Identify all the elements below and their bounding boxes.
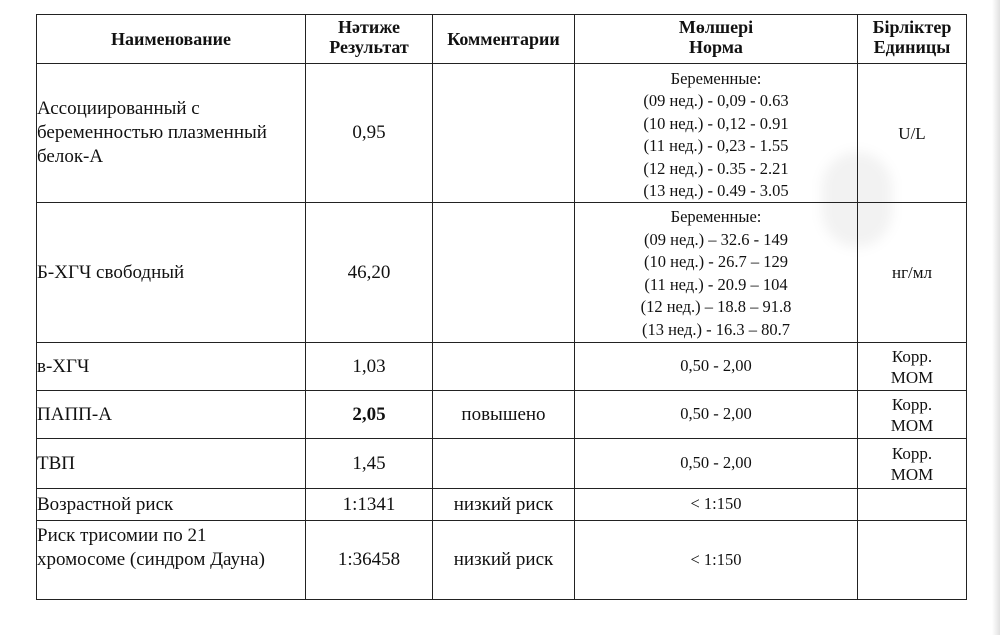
row-unit — [858, 521, 967, 600]
row-result: 1:36458 — [306, 521, 433, 600]
row-result: 46,20 — [306, 203, 433, 343]
row-norm: < 1:150 — [575, 489, 858, 521]
row-norm: 0,50 - 2,00 — [575, 391, 858, 439]
row-unit: U/L — [858, 64, 967, 203]
row-unit — [858, 391, 967, 439]
row-unit — [858, 343, 967, 391]
header-result — [306, 15, 433, 64]
norm-line: (13 нед.) - 0.49 - 3.05 — [643, 181, 789, 200]
row-norm — [575, 64, 858, 203]
row-norm: 0,50 - 2,00 — [575, 439, 858, 489]
unit-line-1: Корр. — [891, 443, 933, 463]
norm-title: Беременные: — [670, 68, 762, 88]
row-name — [37, 521, 306, 600]
header-result-ru: Результат — [329, 37, 409, 57]
row-result: 1,03 — [306, 343, 433, 391]
header-units-ru: Единицы — [873, 37, 951, 57]
page-edge-shadow — [992, 0, 1000, 635]
table-row — [37, 521, 967, 600]
header-comments — [433, 15, 575, 64]
row-name: Ассоциированный с беременностью плазменный белок-А — [37, 64, 306, 203]
header-norm-kz: Мөлшері — [678, 17, 754, 37]
row-result: 1,45 — [306, 439, 433, 489]
row-norm: < 1:150 — [575, 521, 858, 600]
row-comment — [433, 64, 575, 203]
table-row — [37, 489, 967, 521]
header-units — [858, 15, 967, 64]
unit-line-1: Корр. — [891, 346, 933, 366]
norm-line: (13 нед.) - 16.3 – 80.7 — [641, 319, 791, 339]
header-comments-label: Комментарии — [447, 29, 560, 49]
norm-line: (10 нед.) - 26.7 – 129 — [644, 252, 788, 271]
row-unit: нг/мл — [858, 203, 967, 343]
table-row — [37, 203, 967, 343]
table-row — [37, 343, 967, 391]
header-name-label: Наименование — [111, 29, 231, 49]
table-row — [37, 391, 967, 439]
row-result: 1:1341 — [306, 489, 433, 521]
row-comment — [433, 343, 575, 391]
header-norm — [575, 15, 858, 64]
row-norm — [575, 203, 858, 343]
row-comment — [433, 439, 575, 489]
norm-line: (12 нед.) - 0.35 - 2.21 — [643, 158, 789, 178]
row-name: ПАПП-А — [37, 391, 306, 439]
row-norm: 0,50 - 2,00 — [575, 343, 858, 391]
row-unit — [858, 489, 967, 521]
norm-line: (10 нед.) - 0,12 - 0.91 — [643, 113, 789, 133]
norm-line: (09 нед.) - 0,09 - 0.63 — [643, 91, 789, 110]
row-comment: повышено — [433, 391, 575, 439]
row-name-text: Риск трисомии по 21 хромосоме (синдром Дауна) — [37, 525, 265, 570]
row-name: ТВП — [37, 439, 306, 489]
row-name: Возрастной риск — [37, 489, 306, 521]
row-unit — [858, 439, 967, 489]
header-result-kz: Нәтиже — [337, 17, 400, 37]
norm-line: (12 нед.) – 18.8 – 91.8 — [640, 297, 792, 316]
row-result: 2,05 — [306, 391, 433, 439]
norm-line: (11 нед.) - 20.9 – 104 — [644, 274, 788, 294]
norm-line: (11 нед.) - 0,23 - 1.55 — [643, 136, 789, 155]
table-row — [37, 439, 967, 489]
row-name: Б-ХГЧ свободный — [37, 203, 306, 343]
table-row — [37, 64, 967, 203]
row-result: 0,95 — [306, 64, 433, 203]
unit-line-2: МОМ — [890, 464, 934, 484]
row-comment: низкий риск — [433, 489, 575, 521]
row-comment: низкий риск — [433, 521, 575, 600]
unit-line-2: МОМ — [890, 367, 934, 387]
unit-line-2: МОМ — [890, 415, 934, 435]
lab-results-table — [36, 14, 967, 600]
norm-title: Беременные: — [670, 207, 762, 226]
unit-line-1: Корр. — [891, 394, 933, 414]
header-units-kz: Бірліктер — [872, 17, 952, 37]
header-name — [37, 15, 306, 64]
row-name: в-ХГЧ — [37, 343, 306, 391]
norm-line: (09 нед.) – 32.6 - 149 — [644, 229, 788, 249]
table-header-row — [37, 15, 967, 64]
header-norm-ru: Норма — [689, 37, 743, 57]
row-comment — [433, 203, 575, 343]
